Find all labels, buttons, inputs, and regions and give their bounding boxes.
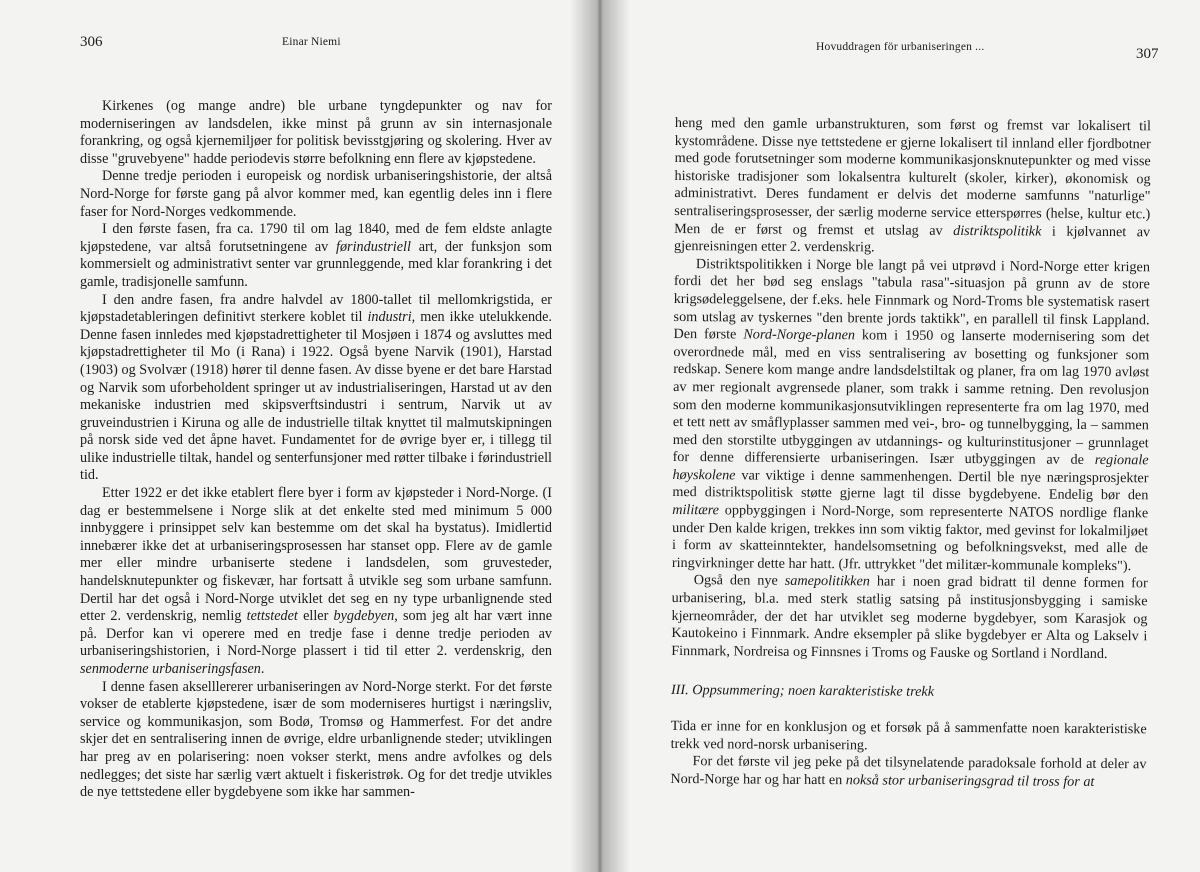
running-head: Hovuddragen för urbaniseringen ... (816, 41, 985, 53)
text-run: Tida er inne for en konklusjon og et forsøk på å sammenfatte noen karakteristiske trekk ved nord-norsk urbanisering. (670, 717, 1147, 753)
section-heading: III. Oppsummering; noen karakteristiske trekk (670, 682, 935, 701)
text-run: eller (297, 608, 334, 625)
text-run: heng med den gamle urbanstrukturen, som først og fremst var lokalisert til kystområdene. Disse nye tettstedene er gjerne lokalisert til innland eller fjordbotner med gode forutsetninger som moderne kommunikasjonsknutepunkter og med visse historiske tradisjoner som lokalsentra kulturelt (skoler, kirker), økonomisk og administrativt. Deres fundament er delvis det moderne samfunns "naturlige" sentraliseringsprosesser, der særlig moderne service etterspørres (helse, kultur etc.) Men de er først og fremst et utslag av (674, 115, 1151, 239)
emphasis-text: militære (672, 502, 720, 519)
emphasis-text: regionale høyskolene (672, 452, 1149, 484)
paragraph (80, 221, 552, 291)
paragraph (674, 115, 1151, 259)
text-run: kom i 1950 og lanserte modernisering som det overordnede mål, med en viss sentralisering av bosetting og funksjoner som redskap. Senere kom mange andre landsdelstiltak og planer, fra om lag 1970 avløst av mer regionalt avgrensede planer, som trakk i samme retning. Den revolusjon som den moderne kommunikasjonsutviklingen representerte fra om lag 1970, med et tett nett av småflyplasser sammen med vei-, bro- og tunnelbygging, la – sammen med den storstilte utbyggingen av utdannings- og kulturinstitusjoner – grunnlaget for denne differensierte urbaniseringen. Især utbyggingen av de (672, 327, 1150, 469)
emphasis-text: samepolitikken (784, 573, 870, 590)
text-run: var viktige i denne sammenhengen. Dertil ble nye næringsprosjekter med distriktspolitisk støtte gjerne lagt til disse bygdebyene. Endelig bør den (672, 467, 1149, 504)
paragraph (80, 679, 552, 802)
paragraph (80, 292, 552, 486)
emphasis-text: bygdebyen (333, 608, 395, 625)
text-run: Etter 1922 er det ikke etablert flere byer i form av kjøpsteder i Nord-Norge. (I dag er bestemmelsene i Norge slik at det enkelte sted med minimum 5 000 innbyggere i prinsippet selv kan bestemme om det skal ha bystatus). Imidlertid innebærer ikke det at urbaniseringsprosessen har stanset opp. Flere av de gamle mer eller mindre urbaniserte stedene i landsdelen, som gruvesteder, handelsknutepunkter og fiskevær, har fortsatt å utvikle seg som urbane samfunn. Dertil har det også i Nord-Norge utviklet det seg en ny type urbanlignende sted etter 2. verdenskrig, nemlig (80, 485, 552, 625)
text-run: i kjølvannet av gjenreisningen etter 2. verdenskrig. (674, 223, 1151, 256)
text-run: I den andre fasen, fra andre halvdel av 1800-tallet til mellomkrigstida, er kjøpstadetableringen definitivt sterkere koblet til (80, 291, 552, 326)
running-head: Einar Niemi (282, 36, 341, 48)
paragraph-group (671, 115, 1151, 664)
paragraph (80, 98, 552, 168)
body-text (670, 115, 1151, 792)
text-run: Kirkenes (og mange andre) ble urbane tyngdepunkter og nav for moderniseringen av landsdelen, ikke minst på grunn av sin internasjonale forankring, og også kjernemiljøer for politisk bevisstgjøring og skolering. Hver av disse "gruvebyene" hadde periodevis større befolkning enn flere av kjøpstedene. (80, 98, 552, 167)
text-run: , som jeg alt har vært inne på. Derfor kan vi operere med en tredje fase i denne tredje perioden av urbaniseringshistorien, i Nord-Norge plassert i tid til etter 2. verdenskrig, den (80, 608, 552, 660)
emphasis-text: nokså stor urbaniseringsgrad til tross for at (845, 771, 1095, 790)
paragraph (672, 256, 1150, 576)
page-number: 307 (1136, 46, 1159, 62)
text-run: . (260, 661, 265, 677)
paragraph (670, 753, 1146, 792)
right-page (600, 0, 1200, 872)
text-run: For det første vil jeg peke på det tilsynelatende paradoksale forhold at deler av Nord-Norge har og har hatt en (670, 753, 1147, 788)
paragraph (80, 168, 552, 221)
text-run: , men ikke utelukkende. Denne fasen innledes med kjøpstadrettigheter til Mosjøen i 1874 og avsluttes med kjøpstadrettigheter til Mo (i Rana) i 1922. Også byene Narvik (1901), Harstad (1903) og Svolvær (1918) hører til denne fasen. Av disse byene er det bare Harstad og Narvik som uforbeholdent springer ut av industrialiseringen, Harstad ut av den mekaniske industrien med skipsverftsindustri i sentrum, Narvik ut av gruveindustrien i Kiruna og alle de industrielle tiltak knyttet til malmutskipningen på norsk side ved det åpne havet. Fundamentet for de øvrige byer er, i tillegg til ulike industrielle tiltak, handel og senterfunsjoner med røtter tilbake i førindustriell tid. (80, 309, 552, 484)
text-run: art, der funksjon som kommersielt og administrativt senter var grunnleggende, med klar forankring i det gamle, tradisjonelle samfunn. (80, 238, 552, 290)
paragraph (80, 485, 552, 679)
text-run: I den første fasen, fra ca. 1790 til om lag 1840, med de fem eldste anlagte kjøpstedene, var altså forutsetningene av (80, 221, 552, 255)
paragraph-group (670, 718, 1146, 792)
text-run: oppbyggingen i Nord-Norge, som representerte NATOS nordlige flanke under Den kalde krigen, trekkes inn som viktig faktor, med gevinst for lokalmiljøet i form av skatteinntekter, handelsomsetning og befolkningsvekst, med alle de ringvirkninger dette har hatt. (Jfr. uttrykket "det militær-kommunale kompleks"). (671, 502, 1149, 575)
paragraph (671, 572, 1148, 663)
emphasis-text: senmoderne urbaniseringsfasen (80, 661, 261, 677)
text-run: Distriktspolitikken i Norge ble langt på vei utprøvd i Nord-Norge etter krigen fordi det her bød seg enslags "tabula rasa"-situasjon på grunn av de store krigsødeleggelsene, der f.eks. hele Finnmark og Nord-Troms ble systematisk rasert som utslag av tyskernes "den brente jords taktikk", en parallell til finsk Lappland. Den første (673, 255, 1151, 343)
emphasis-text: førindustriell (336, 238, 411, 255)
emphasis-text: tettstedet (246, 608, 298, 625)
page-number: 306 (80, 34, 103, 50)
paragraph (671, 718, 1147, 757)
emphasis-text: Nord-Norge-planen (743, 326, 856, 344)
body-text (80, 98, 552, 802)
emphasis-text: distriktspolitikk (953, 222, 1042, 240)
text-run: Også den nye (693, 572, 785, 590)
text-run: I denne fasen akselllererer urbaniseringen av Nord-Norge sterkt. For det første vokser de etablerte kjøpstedene, især de som moderniseres hurtigst i næringsliv, service og kommunikasjon, som Bodø, Tromsø og Hammerfest. For det andre skjer det en sentralisering innen de øvrige, eldre urbanlignende steder; utviklingen har preg av en polarisering: noen vokser sterkt, mens andre avfolkes og dels nedlegges; det siste har særlig vært aktuelt i fiskeristrøk. Og for det tredje utvikles de nye tettstedene eller bygdebyene som ikke har sammen- (80, 678, 552, 801)
text-run: har i noen grad bidratt til denne formen for urbanisering, bl.a. med sterk statlig satsing på institusjonsbygging i samiske kjerneområder, der det har utviklet seg moderne bygdebyer, som Karasjok og Kautokeino i Finnmark. Andre eksempler på slike bygdebyer er Alta og Lakselv i Finnmark, Nordreisa og Finnsnes i Troms og Fauske og Sortland i Nordland. (671, 573, 1148, 662)
emphasis-text: industri (367, 309, 412, 326)
text-run: Denne tredje perioden i europeisk og nordisk urbaniseringshistorie, der altså Nord-Norge for første gang på alvor kommer med, kan egentlig deles inn i flere faser for Nord-Norges vedkommende. (80, 168, 552, 220)
